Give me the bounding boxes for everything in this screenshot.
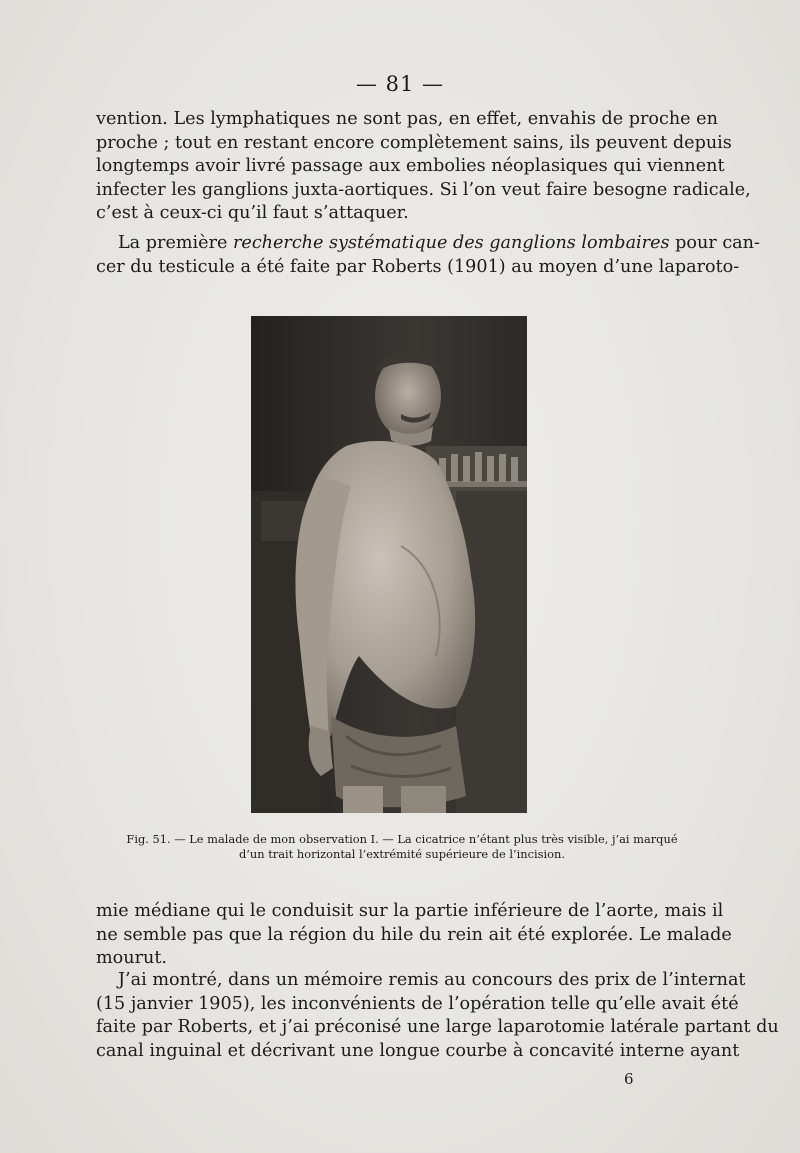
text-line: faite par Roberts, et j’ai préconisé une large laparotomie latérale partant du [96,1017,779,1038]
paragraph-2 [96,232,760,279]
patient-photograph [251,316,527,813]
text-line: proche ; tout en restant encore complètement sains, ils peuvent depuis [96,132,732,153]
text-line: vention. Les lymphatiques ne sont pas, en effet, envahis de proche en [96,109,718,129]
text-segment: La première [118,233,233,253]
caption-line: d’un trait horizontal l’extrémité supérieure de l’incision. [239,846,565,861]
text-line: J’ai montré, dans un mémoire remis au concours des prix de l’internat [118,970,746,990]
caption-line: Fig. 51. — Le malade de mon observation I. — La cicatrice n’étant plus très visible, j’ai marqué [126,832,678,846]
text-line: mourut. [96,948,168,969]
paragraph-3 [96,900,732,971]
text-line: (15 janvier 1905), les inconvénients de l’opération telle qu’elle avait été [96,993,739,1014]
text-line [96,232,760,256]
signature-mark: 6 [624,1070,634,1088]
paragraph-4 [96,969,779,1063]
text-line: canal inguinal et décrivant une longue courbe à concavité interne ayant [96,1040,740,1061]
text-line: cer du testicule a été faite par Roberts (1901) au moyen d’une laparoto- [96,256,740,277]
italic-phrase: recherche systématique des ganglions lombaires [233,233,670,253]
text-line: ne semble pas que la région du hile du rein ait été explorée. Le malade [96,924,732,945]
photograph-image [251,316,527,813]
paragraph-1 [96,108,751,226]
text-line: c’est à ceux-ci qu’il faut s’attaquer. [96,203,409,224]
text-line: infecter les ganglions juxta-aortiques. Si l’on veut faire besogne radicale, [96,179,751,200]
text-line: longtemps avoir livré passage aux embolies néoplasiques qui viennent [96,156,725,177]
figure-caption [112,832,692,861]
text-line: mie médiane qui le conduisit sur la partie inférieure de l’aorte, mais il [96,901,724,921]
page-number: — 81 — [355,72,445,96]
text-segment: pour can- [669,233,760,253]
